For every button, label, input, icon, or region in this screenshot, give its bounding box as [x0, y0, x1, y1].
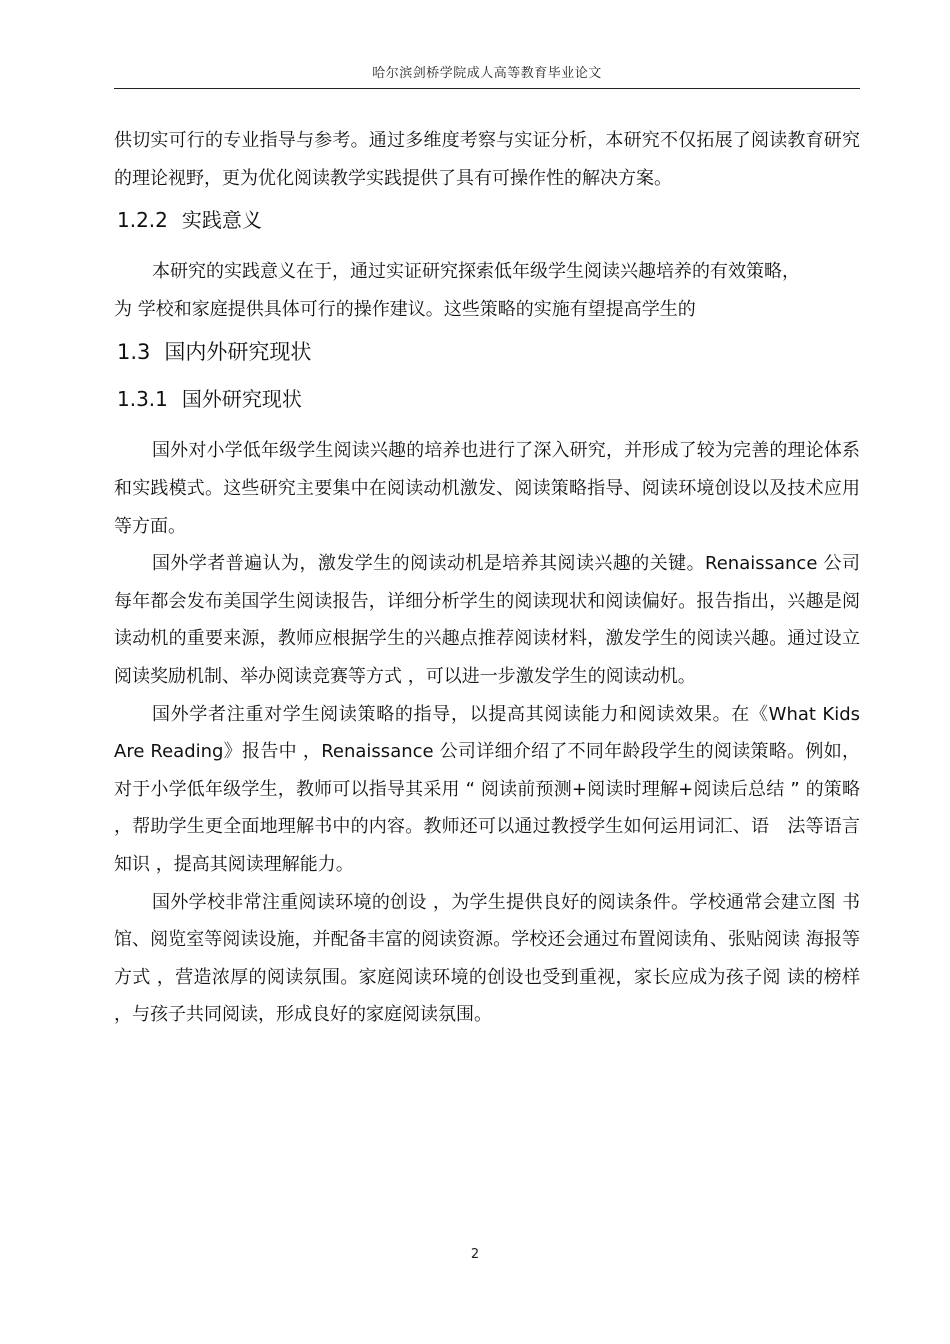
- paragraph-overview: 国外对小学低年级学生阅读兴趣的培养也进行了深入研究，并形成了较为完善的理论体系和实践模式。这些研究主要集中在阅读动机激发、阅读策略指导、阅读环境创设以及技术应用等方面。: [114, 440, 860, 537]
- paragraph-motivation: 国外学者普遍认为，激发学生的阅读动机是培养其阅读兴趣的关键。Renaissance 公司每年都会发布美国学生阅读报告，详细分析学生的阅读现状和阅读偏好。报告指出，兴趣是阅读动机的重要来源，教师应根据学生的兴趣点推荐阅读材料，激发学生的阅读兴趣。通过设立阅读奖励机制、举办阅读竞赛等方式 ，可以进一步激发学生的阅读动机。: [114, 553, 860, 687]
- running-header: 哈尔滨剑桥学院成人高等教育毕业论文: [372, 66, 602, 81]
- section-title: 国内外研究现状: [164, 340, 312, 365]
- section-title: 国外研究现状: [181, 387, 302, 412]
- section-number: 1.3: [117, 340, 151, 365]
- section-number: 1.2.2: [117, 208, 168, 233]
- section-number: 1.3.1: [117, 387, 168, 412]
- paragraph-strategy: 国外学者注重对学生阅读策略的指导，以提高其阅读能力和阅读效果。在《What Kids Are Reading》报告中 ，Renaissance 公司详细介绍了不同年龄段学生的阅读策略。例如，对于小学低年级学生，教师可以指导其采用 “ 阅读前预测+阅读时理解+阅读后总结 ” 的策略 ，帮助学生更全面地理解书中的内容。教师还可以通过教授学生如何运用词汇、语 法等语言知识 ，提高其阅读理解能力。: [114, 703, 860, 875]
- section-heading-1-3-1: [117, 376, 860, 422]
- page-number: 2: [470, 1247, 480, 1262]
- section-heading-1-3: [117, 328, 860, 376]
- paragraph-practice-line-1: 本研究的实践意义在于，通过实证研究探索低年级学生阅读兴趣培养的有效策略，: [152, 261, 800, 283]
- paragraph-practice-line-2: 为 学校和家庭提供具体可行的操作建议。这些策略的实施有望提高学生的: [114, 298, 696, 320]
- page-body: [114, 122, 860, 1034]
- section-title: 实践意义: [181, 208, 262, 233]
- section-heading-1-2-2: [117, 197, 860, 243]
- header-rule: [114, 88, 860, 89]
- paragraph-environment: 国外学校非常注重阅读环境的创设 ，为学生提供良好的阅读条件。学校通常会建立图 书馆、阅览室等阅读设施，并配备丰富的阅读资源。学校还会通过布置阅读角、张贴阅读 海报等方式 ，营造浓厚的阅读氛围。家庭阅读环境的创设也受到重视，家长应成为孩子阅 读的榜样 ，与孩子共同阅读，形成良好的家庭阅读氛围。: [114, 891, 860, 1026]
- paragraph-continued: 供切实可行的专业指导与参考。通过多维度考察与实证分析，本研究不仅拓展了阅读教育研究的理论视野，更为优化阅读教学实践提供了具有可操作性的解决方案。: [114, 130, 860, 189]
